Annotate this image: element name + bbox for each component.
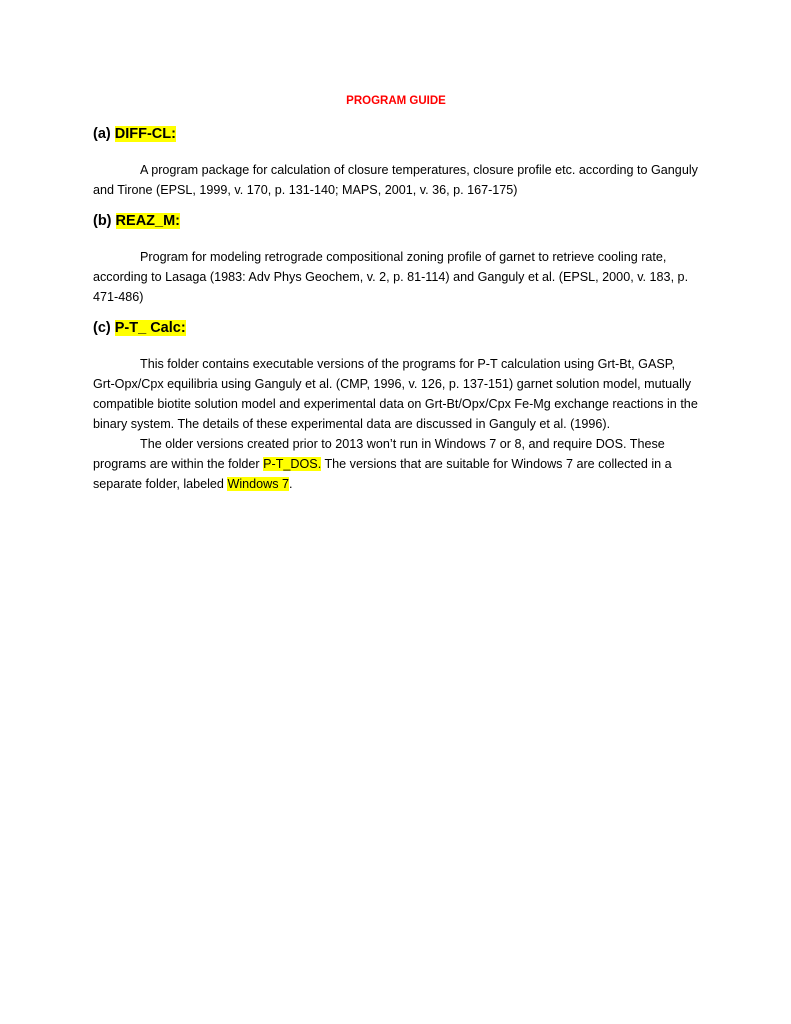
- section-paragraph-pt-calc-versions: [93, 434, 699, 494]
- section-paragraph-reaz-m: Program for modeling retrograde compositional zoning profile of garnet to retrieve cooling rate, according to Lasaga (1983: Adv Phys Geochem, v. 2, p. 81-114) and Ganguly et al. (EPSL, 2000, v. 183, p. 471-486): [93, 250, 689, 304]
- section-paragraph-pt-calc: This folder contains executable versions of the programs for P-T calculation using Grt-Bt, GASP, Grt-Opx/Cpx equilibria using Ganguly et al. (CMP, 1996, v. 126, p. 137-151) garnet solution model, mutually compatible biotite solution model and experimental data on Grt-Bt/Opx/Cpx Fe-Mg exchange reactions in the binary system. The details of these experimental data are discussed in Ganguly et al. (1996).: [93, 357, 698, 431]
- section-prefix: (c): [93, 320, 115, 336]
- section-prefix: (a): [93, 126, 115, 142]
- section-heading-diff-cl: [93, 124, 699, 144]
- section-heading-reaz-m: [93, 211, 699, 231]
- section-heading-pt-calc: [93, 318, 699, 338]
- paragraph-text: The older versions created prior to 2013 won’t run in Windows 7 or 8, and require DOS. These programs are within the folder: [93, 437, 665, 471]
- section-name-highlight: P-T_ Calc:: [114, 320, 186, 336]
- paragraph-text: .: [289, 477, 293, 491]
- folder-name-highlight: Windows 7: [227, 477, 290, 491]
- paragraph-text: The versions that are suitable for Windows 7 are collected in a separate folder, labeled: [93, 457, 672, 491]
- document-title: PROGRAM GUIDE: [346, 95, 446, 107]
- folder-name-highlight: P-T_DOS.: [263, 457, 322, 471]
- document-page: [93, 93, 699, 494]
- section-name-highlight: REAZ_M:: [115, 213, 180, 229]
- section-paragraph-diff-cl: A program package for calculation of closure temperatures, closure profile etc. according to Ganguly and Tirone (EPSL, 1999, v. 170, p. 131-140; MAPS, 2001, v. 36, p. 167-175): [93, 163, 698, 197]
- section-prefix: (b): [93, 213, 116, 229]
- section-name-highlight: DIFF-CL:: [114, 126, 176, 142]
